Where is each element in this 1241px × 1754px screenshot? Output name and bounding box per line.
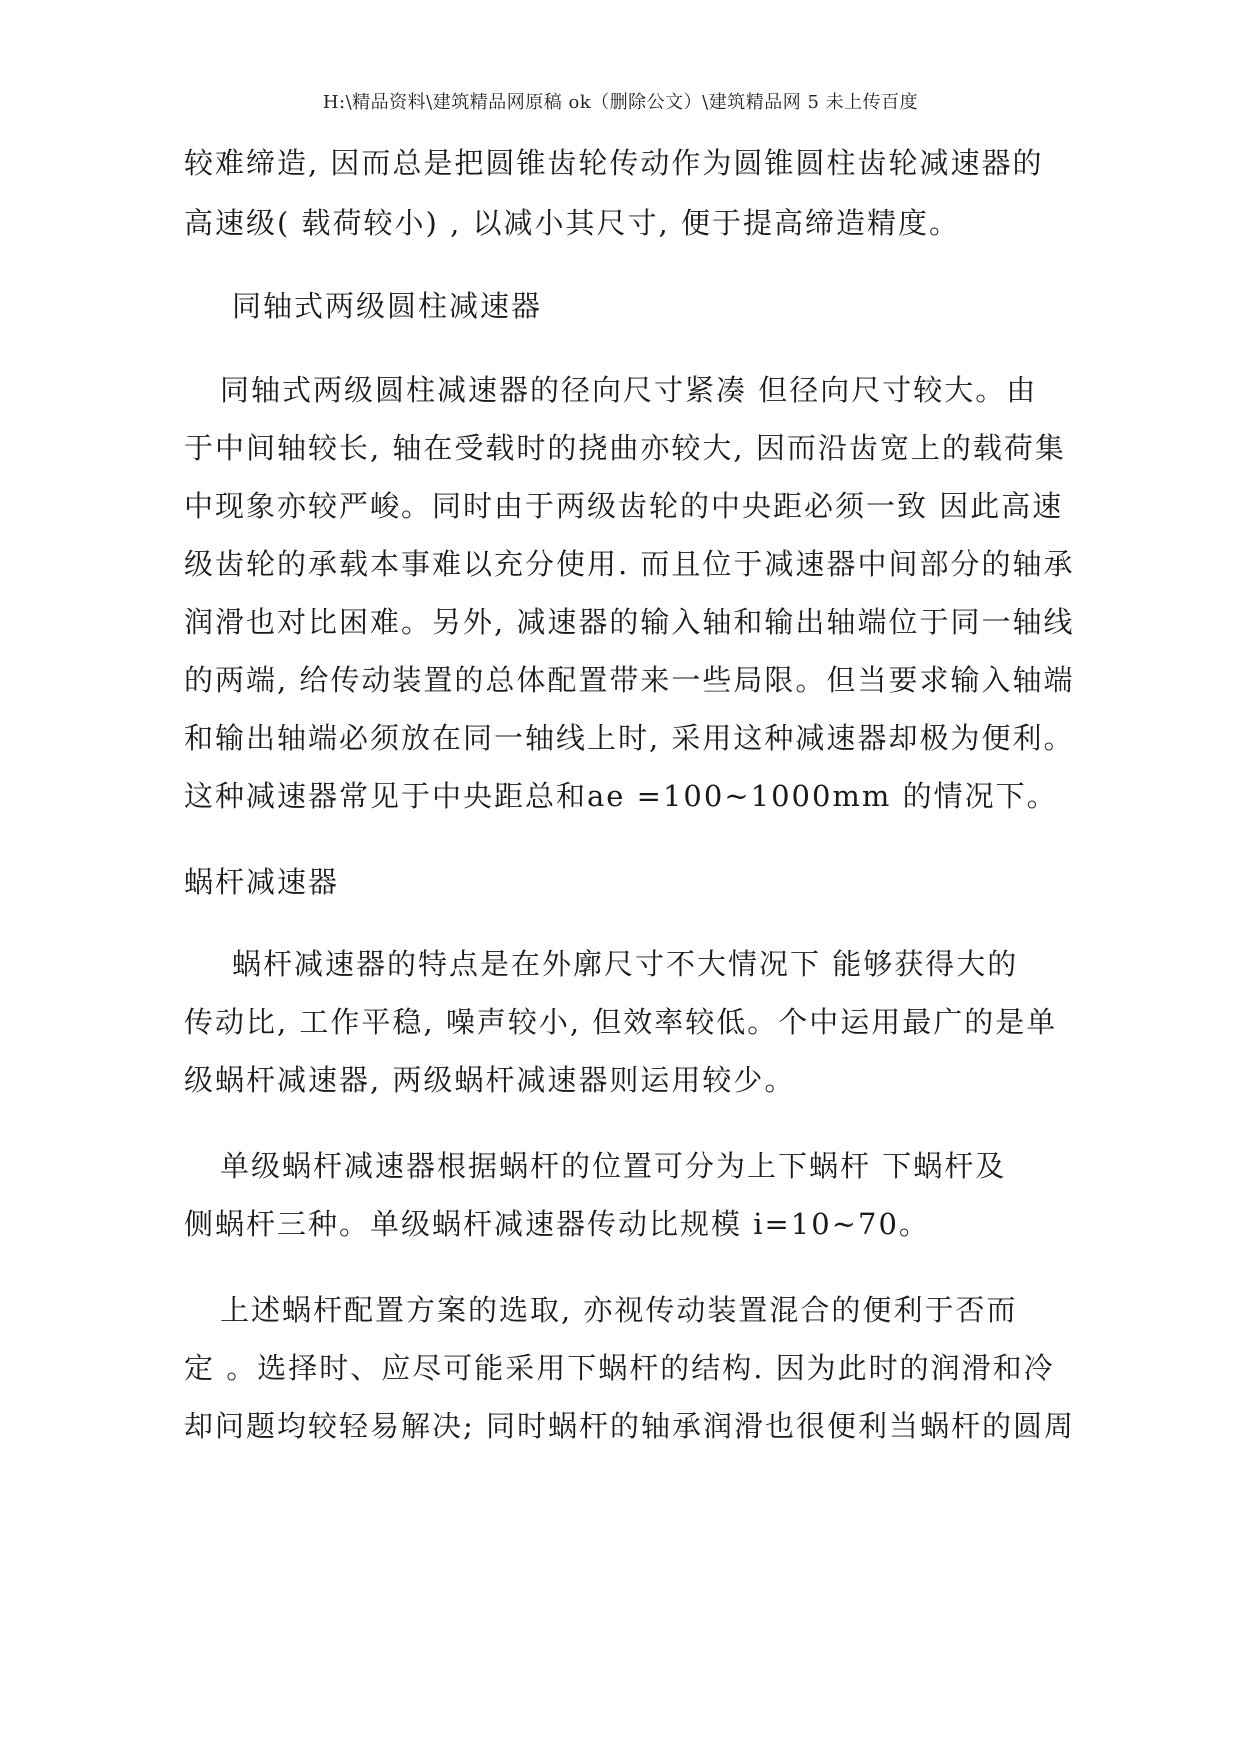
text-line: 传动比, 工作平稳, 噪声较小, 但效率较低。个中运用最广的是单 (184, 1005, 1058, 1039)
text-line: 中现象亦较严峻。同时由于两级齿轮的中央距必须一致 因此高速 (184, 489, 1064, 523)
text-line: 较难缔造, 因而总是把圆锥齿轮传动作为圆锥圆柱齿轮减速器的 (184, 146, 1044, 180)
text-line: 同轴式两级圆柱减速器的径向尺寸紧凑 但径向尺寸较大。由 (220, 373, 1038, 407)
text-line: 同轴式两级圆柱减速器 (232, 289, 543, 323)
text-line: 级蜗杆减速器, 两级蜗杆减速器则运用较少。 (184, 1063, 796, 1097)
text-line: 上述蜗杆配置方案的选取, 亦视传动装置混合的便利于否而 (220, 1293, 1018, 1327)
text-line: 单级蜗杆减速器根据蜗杆的位置可分为上下蜗杆 下蜗杆及 (220, 1149, 1007, 1183)
text-line: 定 。选择时、应尽可能采用下蜗杆的结构. 因为此时的润滑和冷 (184, 1351, 1055, 1385)
text-line: 的两端, 给传动装置的总体配置带来一些局限。但当要求输入轴端 (184, 663, 1075, 697)
text-line: 润滑也对比困难。另外, 减速器的输入轴和输出轴端位于同一轴线 (184, 605, 1075, 639)
text-line: 蜗杆减速器的特点是在外廓尺寸不大情况下 能够获得大的 (232, 947, 1019, 981)
text-line: 这种减速器常见于中央距总和ae =100~1000mm 的情况下。 (184, 779, 1058, 813)
text-line: 蜗杆减速器 (184, 865, 340, 899)
text-line: 级齿轮的承载本事难以充分使用. 而且位于减速器中间部分的轴承 (184, 547, 1075, 581)
text-line: 高速级( 载荷较小) , 以减小其尺寸, 便于提高缔造精度。 (184, 206, 960, 240)
text-line: 侧蜗杆三种。单级蜗杆减速器传动比规模 i=10~70。 (184, 1207, 930, 1241)
text-line: 和输出轴端必须放在同一轴线上时, 采用这种减速器却极为便利。 (184, 721, 1075, 755)
text-line: 却问题均较轻易解决; 同时蜗杆的轴承润滑也很便利当蜗杆的圆周 (184, 1409, 1075, 1443)
page-header: H:\精品资料\建筑精品网原稿 ok（删除公文）\建筑精品网 5 未上传百度 (322, 92, 919, 113)
text-line: 于中间轴较长, 轴在受载时的挠曲亦较大, 因而沿齿宽上的载荷集 (184, 431, 1066, 465)
